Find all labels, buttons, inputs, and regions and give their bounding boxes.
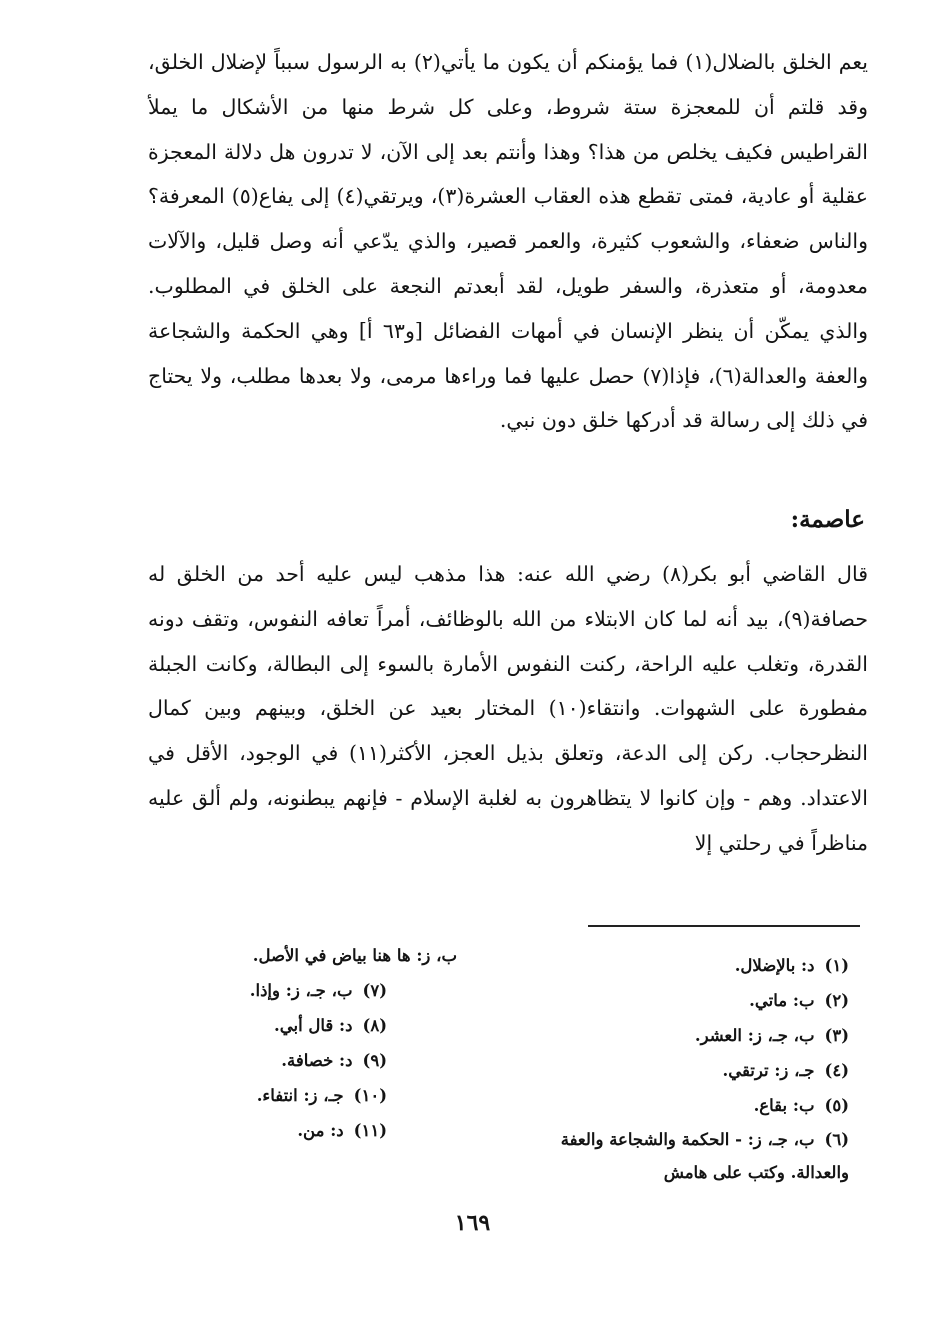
page-number: ١٦٩ bbox=[454, 1210, 491, 1236]
footnotes-right-column bbox=[500, 948, 849, 1189]
footnotes-left-column bbox=[140, 938, 457, 1148]
footnote-7: (٧)ب، جـ، ز: وإذا. bbox=[249, 981, 387, 1000]
footnote-4: (٤)جـ، ز: ترتقي. bbox=[722, 1061, 849, 1080]
footnote-divider bbox=[588, 925, 860, 927]
body-paragraph-2: قال القاضي أبو بكر(٨) رضي الله عنه: هذا مذهب ليس عليه أحد من الخلق له حصافة(٩)، بيد أنه لما كان الابتلاء من الله بالوظائف، أمراً تعافه النفوس، وتقف دونه القدرة، وتغلب عليه الراحة، ركنت النفوس الأمارة بالسوء إلى البطالة، وكانت الجبلة مفطورة على الشهوات. وانتقاء(١٠) المختار بعيد عن الخلق، وبينهم وبين كمال النظرحجاب. ركن إلى الدعة، وتعلق بذيل العجز، الأكثر(١١) في الوجود، الأقل في الاعتداد. وهم - وإن كانوا لا يتظاهرون به لغلبة الإسلام - فإنهم يبطنونه، ولم ألق عليه مناظراً في رحلتي إلا bbox=[148, 562, 868, 855]
footnote-6: (٦)ب، جـ، ز: - الحكمة والشجاعة والعفة والعدالة. وكتب على هامش bbox=[560, 1130, 849, 1182]
footnote-2: (٢)ب: ماتي. bbox=[749, 991, 849, 1010]
footnote-5: (٥)ب: بقاع. bbox=[753, 1096, 849, 1115]
footnote-10: (١٠)جـ، ز: انتفاء. bbox=[256, 1086, 387, 1105]
footnote-1: (١)د: بالإضلال. bbox=[734, 956, 849, 975]
footnote-9: (٩)د: خصافة. bbox=[281, 1051, 387, 1070]
body-paragraph-1: يعم الخلق بالضلال(١) فما يؤمنكم أن يكون ما يأتي(٢) به الرسول سبباً لإضلال الخلق، وقد قلتم أن للمعجزة ستة شروط، وعلى كل شرط منها من الأشكال ما يملأ القراطيس فكيف يخلص من هذا؟ وهذا وأنتم بعد إلى الآن، لا تدرون هل دلالة المعجزة عقلية أو عادية، فمتى تقطع هذه العقاب العشرة(٣)، ويرتقي(٤) إلى يفاع(٥) المعرفة؟ والناس ضعفاء، والشعوب كثيرة، والعمر قصير، والذي يدّعي أنه وصل قليل، والآلات معدومة، أو متعذرة، والسفر طويل، لقد أبعدتم النجعة على الخلق في المطلوب. والذي يمكّن أن ينظر الإنسان في أمهات الفضائل [و٦٣ أ] وهي الحكمة والشجاعة والعفة والعدالة(٦)، فإذا(٧) حصل عليها فما وراءها مرمى، ولا بعدها مطلب، ولا يحتاج في ذلك إلى رسالة قد أدركها خلق دون نبي. bbox=[148, 50, 869, 433]
section-title: عاصمة: bbox=[790, 506, 865, 533]
footnote-6-continuation: ب، ز: ها هنا بياض في الأصل. bbox=[252, 946, 457, 965]
footnote-3: (٣)ب، جـ، ز: العشر. bbox=[694, 1026, 849, 1045]
footnote-8: (٨)د: قال أبي. bbox=[273, 1016, 387, 1035]
footnote-11: (١١)د: من. bbox=[297, 1121, 387, 1140]
